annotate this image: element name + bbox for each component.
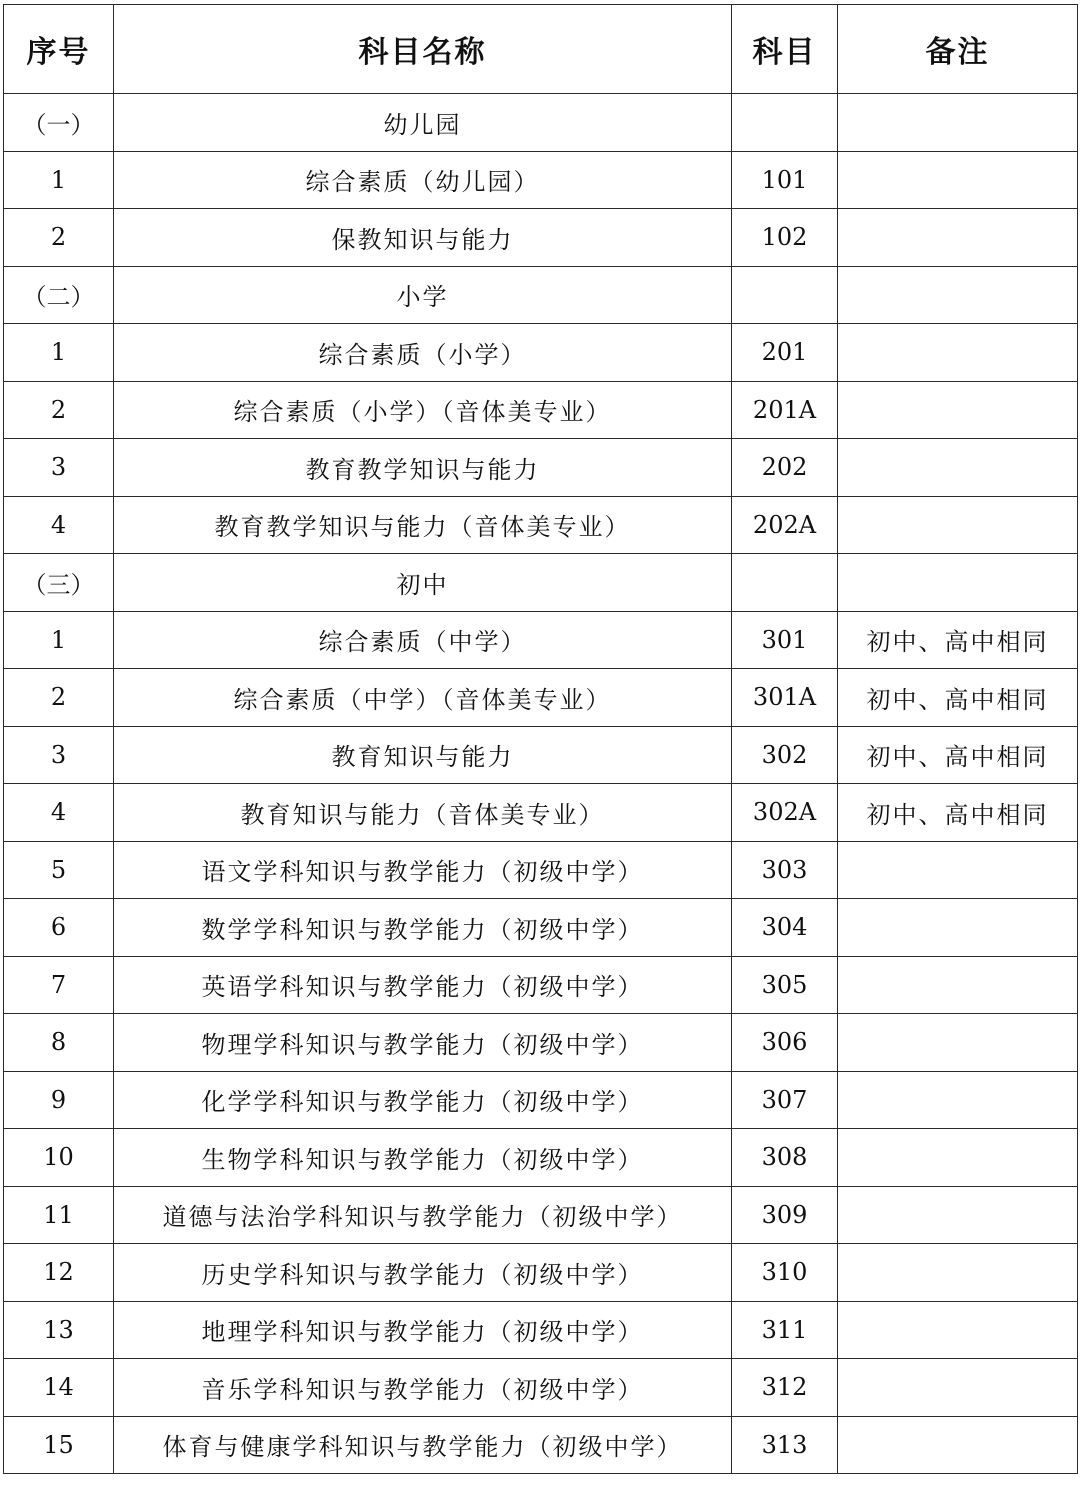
- table-row: [4, 956, 1078, 1014]
- cell-name: 教育教学知识与能力（音体美专业）: [114, 496, 732, 554]
- cell-note: [838, 151, 1078, 209]
- cell-code: 302A: [732, 784, 838, 842]
- cell-name: 化学学科知识与教学能力（初级中学）: [114, 1071, 732, 1129]
- cell-note: [838, 1186, 1078, 1244]
- cell-note: [838, 1416, 1078, 1474]
- cell-seq: 7: [4, 956, 114, 1014]
- table-row: [4, 439, 1078, 497]
- cell-note: 初中、高中相同: [838, 669, 1078, 727]
- table-row: [4, 1186, 1078, 1244]
- cell-code: [732, 94, 838, 152]
- header-seq: 序号: [4, 5, 114, 94]
- subject-table: [3, 4, 1078, 1474]
- cell-code: 308: [732, 1129, 838, 1187]
- cell-code: 304: [732, 899, 838, 957]
- cell-code: 309: [732, 1186, 838, 1244]
- cell-code: 310: [732, 1244, 838, 1302]
- cell-name: 保教知识与能力: [114, 209, 732, 267]
- cell-note: [838, 554, 1078, 612]
- cell-name: 教育知识与能力: [114, 726, 732, 784]
- cell-seq: 6: [4, 899, 114, 957]
- cell-seq: 12: [4, 1244, 114, 1302]
- cell-code: 102: [732, 209, 838, 267]
- cell-code: 302: [732, 726, 838, 784]
- table-row: [4, 899, 1078, 957]
- section-row: [4, 554, 1078, 612]
- cell-code: 201: [732, 324, 838, 382]
- cell-note: [838, 439, 1078, 497]
- cell-name: 综合素质（中学）（音体美专业）: [114, 669, 732, 727]
- cell-name: 数学学科知识与教学能力（初级中学）: [114, 899, 732, 957]
- cell-name: 综合素质（小学）: [114, 324, 732, 382]
- cell-code: 201A: [732, 381, 838, 439]
- cell-seq: 14: [4, 1359, 114, 1417]
- cell-name: 教育知识与能力（音体美专业）: [114, 784, 732, 842]
- cell-name: 物理学科知识与教学能力（初级中学）: [114, 1014, 732, 1072]
- cell-code: 305: [732, 956, 838, 1014]
- cell-name: 生物学科知识与教学能力（初级中学）: [114, 1129, 732, 1187]
- cell-code: 301: [732, 611, 838, 669]
- cell-seq: （二）: [4, 266, 114, 324]
- cell-note: [838, 1129, 1078, 1187]
- cell-seq: 8: [4, 1014, 114, 1072]
- cell-seq: 3: [4, 439, 114, 497]
- cell-note: [838, 1071, 1078, 1129]
- cell-note: [838, 1359, 1078, 1417]
- cell-seq: 5: [4, 841, 114, 899]
- cell-name: 幼儿园: [114, 94, 732, 152]
- cell-note: [838, 956, 1078, 1014]
- cell-code: 303: [732, 841, 838, 899]
- cell-name: 语文学科知识与教学能力（初级中学）: [114, 841, 732, 899]
- cell-code: 306: [732, 1014, 838, 1072]
- cell-name: 教育教学知识与能力: [114, 439, 732, 497]
- table-row: [4, 1244, 1078, 1302]
- cell-code: 311: [732, 1301, 838, 1359]
- table-row: [4, 1014, 1078, 1072]
- cell-note: [838, 209, 1078, 267]
- cell-code: 101: [732, 151, 838, 209]
- cell-code: 301A: [732, 669, 838, 727]
- cell-name: 地理学科知识与教学能力（初级中学）: [114, 1301, 732, 1359]
- table-row: [4, 209, 1078, 267]
- cell-note: [838, 381, 1078, 439]
- cell-note: [838, 841, 1078, 899]
- cell-seq: 2: [4, 381, 114, 439]
- cell-note: [838, 899, 1078, 957]
- cell-seq: 15: [4, 1416, 114, 1474]
- cell-code: 202: [732, 439, 838, 497]
- table-row: [4, 669, 1078, 727]
- cell-name: 综合素质（小学）（音体美专业）: [114, 381, 732, 439]
- cell-name: 英语学科知识与教学能力（初级中学）: [114, 956, 732, 1014]
- table-header: [4, 5, 1078, 94]
- cell-code: 307: [732, 1071, 838, 1129]
- header-row: [4, 5, 1078, 94]
- cell-name: 体育与健康学科知识与教学能力（初级中学）: [114, 1416, 732, 1474]
- cell-note: 初中、高中相同: [838, 611, 1078, 669]
- cell-code: [732, 554, 838, 612]
- cell-note: [838, 496, 1078, 554]
- table-row: [4, 1359, 1078, 1417]
- cell-seq: 13: [4, 1301, 114, 1359]
- cell-code: 202A: [732, 496, 838, 554]
- cell-note: 初中、高中相同: [838, 784, 1078, 842]
- table-row: [4, 381, 1078, 439]
- cell-name: 初中: [114, 554, 732, 612]
- cell-seq: 2: [4, 669, 114, 727]
- cell-note: [838, 266, 1078, 324]
- section-row: [4, 94, 1078, 152]
- cell-note: [838, 94, 1078, 152]
- cell-code: 313: [732, 1416, 838, 1474]
- table-row: [4, 496, 1078, 554]
- cell-seq: 1: [4, 324, 114, 382]
- cell-note: [838, 1301, 1078, 1359]
- cell-code: 312: [732, 1359, 838, 1417]
- cell-seq: 4: [4, 784, 114, 842]
- cell-note: 初中、高中相同: [838, 726, 1078, 784]
- table-row: [4, 726, 1078, 784]
- table-row: [4, 611, 1078, 669]
- cell-seq: （一）: [4, 94, 114, 152]
- table-row: [4, 784, 1078, 842]
- table-row: [4, 1071, 1078, 1129]
- table-row: [4, 841, 1078, 899]
- cell-seq: 4: [4, 496, 114, 554]
- cell-code: [732, 266, 838, 324]
- cell-seq: 1: [4, 151, 114, 209]
- cell-name: 小学: [114, 266, 732, 324]
- cell-seq: （三）: [4, 554, 114, 612]
- cell-seq: 2: [4, 209, 114, 267]
- cell-name: 道德与法治学科知识与教学能力（初级中学）: [114, 1186, 732, 1244]
- cell-note: [838, 1014, 1078, 1072]
- header-code: 科目: [732, 5, 838, 94]
- section-row: [4, 266, 1078, 324]
- table-row: [4, 1301, 1078, 1359]
- cell-note: [838, 324, 1078, 382]
- cell-note: [838, 1244, 1078, 1302]
- table-row: [4, 1129, 1078, 1187]
- header-name: 科目名称: [114, 5, 732, 94]
- cell-seq: 1: [4, 611, 114, 669]
- table-row: [4, 151, 1078, 209]
- table-row: [4, 324, 1078, 382]
- cell-seq: 11: [4, 1186, 114, 1244]
- cell-seq: 10: [4, 1129, 114, 1187]
- header-note: 备注: [838, 5, 1078, 94]
- cell-name: 音乐学科知识与教学能力（初级中学）: [114, 1359, 732, 1417]
- cell-name: 综合素质（中学）: [114, 611, 732, 669]
- cell-seq: 3: [4, 726, 114, 784]
- table-row: [4, 1416, 1078, 1474]
- table-body: [4, 94, 1078, 1474]
- cell-name: 综合素质（幼儿园）: [114, 151, 732, 209]
- cell-seq: 9: [4, 1071, 114, 1129]
- cell-name: 历史学科知识与教学能力（初级中学）: [114, 1244, 732, 1302]
